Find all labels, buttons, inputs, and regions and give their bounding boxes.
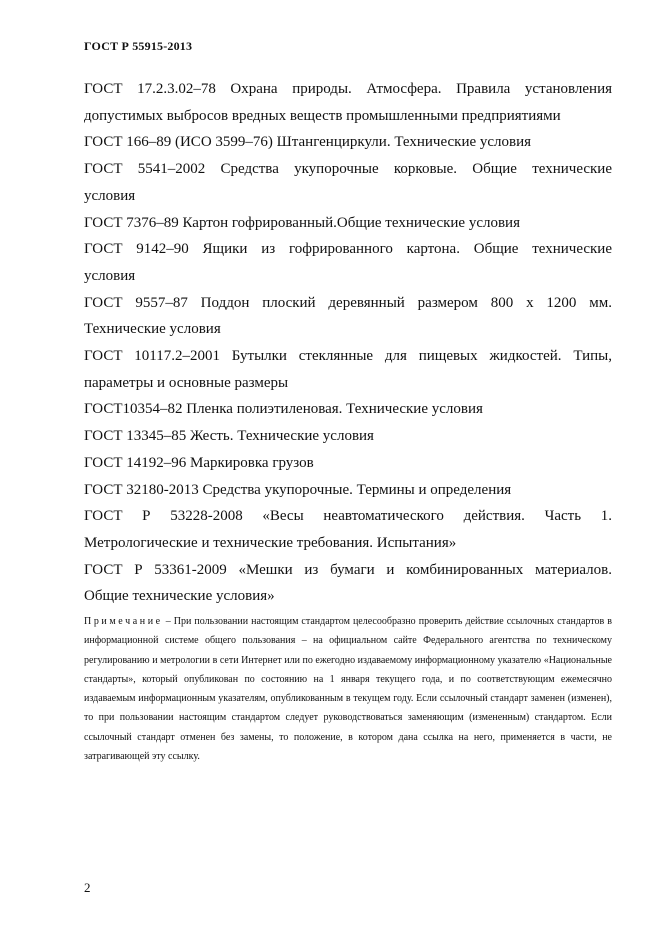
reference-entry	[84, 396, 612, 423]
reference-entry	[84, 210, 612, 237]
reference-line: Метрологические и технические требования. Испытания»	[84, 534, 457, 551]
reference-line: ГОСТ 166–89 (ИСО 3599–76) Штангенциркули. Технические условия	[84, 134, 532, 151]
reference-line: ГОСТ 5541–2002 Средства укупорочные корковые. Общие технические	[84, 161, 612, 178]
reference-line: ГОСТ 10117.2–2001 Бутылки стеклянные для пищевых жидкостей. Типы,	[84, 348, 612, 365]
reference-entry	[84, 450, 612, 477]
reference-line: ГОСТ 9142–90 Ящики из гофрированного картона. Общие технические	[84, 241, 612, 258]
document-code-header: ГОСТ Р 55915-2013	[84, 39, 193, 53]
reference-line: параметры и основные размеры	[84, 374, 289, 391]
normative-references-list	[84, 76, 612, 610]
reference-entry	[84, 503, 612, 556]
page-number: 2	[84, 880, 91, 895]
reference-line: ГОСТ 9557–87 Поддон плоский деревянный размером 800 х 1200 мм.	[84, 294, 612, 311]
reference-entry	[84, 343, 612, 396]
reference-entry	[84, 423, 612, 450]
reference-entry	[84, 156, 612, 209]
reference-line: ГОСТ10354–82 Пленка полиэтиленовая. Технические условия	[84, 401, 483, 418]
reference-entry	[84, 290, 612, 343]
reference-entry	[84, 129, 612, 156]
note-label: Примечание	[84, 616, 163, 627]
note-paragraph	[84, 612, 612, 766]
reference-line: Общие технические условия»	[84, 588, 275, 605]
reference-line: условия	[84, 187, 136, 204]
reference-line: ГОСТ 14192–96 Маркировка грузов	[84, 454, 314, 471]
reference-line: условия	[84, 267, 136, 284]
reference-line: ГОСТ Р 53228-2008 «Весы неавтоматического действия. Часть 1.	[84, 508, 612, 525]
reference-line: ГОСТ 7376–89 Картон гофрированный.Общие технические условия	[84, 214, 520, 231]
reference-line: ГОСТ 32180-2013 Средства укупорочные. Термины и определения	[84, 481, 512, 498]
reference-entry	[84, 236, 612, 289]
reference-line: допустимых выбросов вредных веществ промышленными предприятиями	[84, 107, 561, 124]
reference-entry	[84, 477, 612, 504]
reference-entry	[84, 557, 612, 610]
reference-line: ГОСТ 13345–85 Жесть. Технические условия	[84, 428, 374, 445]
reference-line: ГОСТ Р 53361-2009 «Мешки из бумаги и комбинированных материалов.	[84, 561, 612, 578]
reference-line: ГОСТ 17.2.3.02–78 Охрана природы. Атмосфера. Правила установления	[84, 81, 612, 97]
reference-line: Технические условия	[84, 321, 221, 338]
note-text: – При пользовании настоящим стандартом целесообразно проверить действие ссылочных стандартов в информационной системе общего пользования – на официальном сайте Федерального агентства по техническому регулированию и метрологии в сети Интернет или по ежегодно издаваемому информационному указателю «Национальные стандарты», который опубликован по состоянию на 1 января текущего года, и по соответствующим ежемесячно издаваемым информационным указателям, опубликованным в текущем году. Если ссылочный стандарт заменен (изменен), то при пользовании настоящим стандартом следует руководствоваться заменяющим (измененным) стандартом. Если ссылочный стандарт отменен без замены, то положение, в котором дана ссылка на него, применяется в части, не затрагивающей эту ссылку.	[84, 616, 612, 763]
reference-entry	[84, 76, 612, 129]
